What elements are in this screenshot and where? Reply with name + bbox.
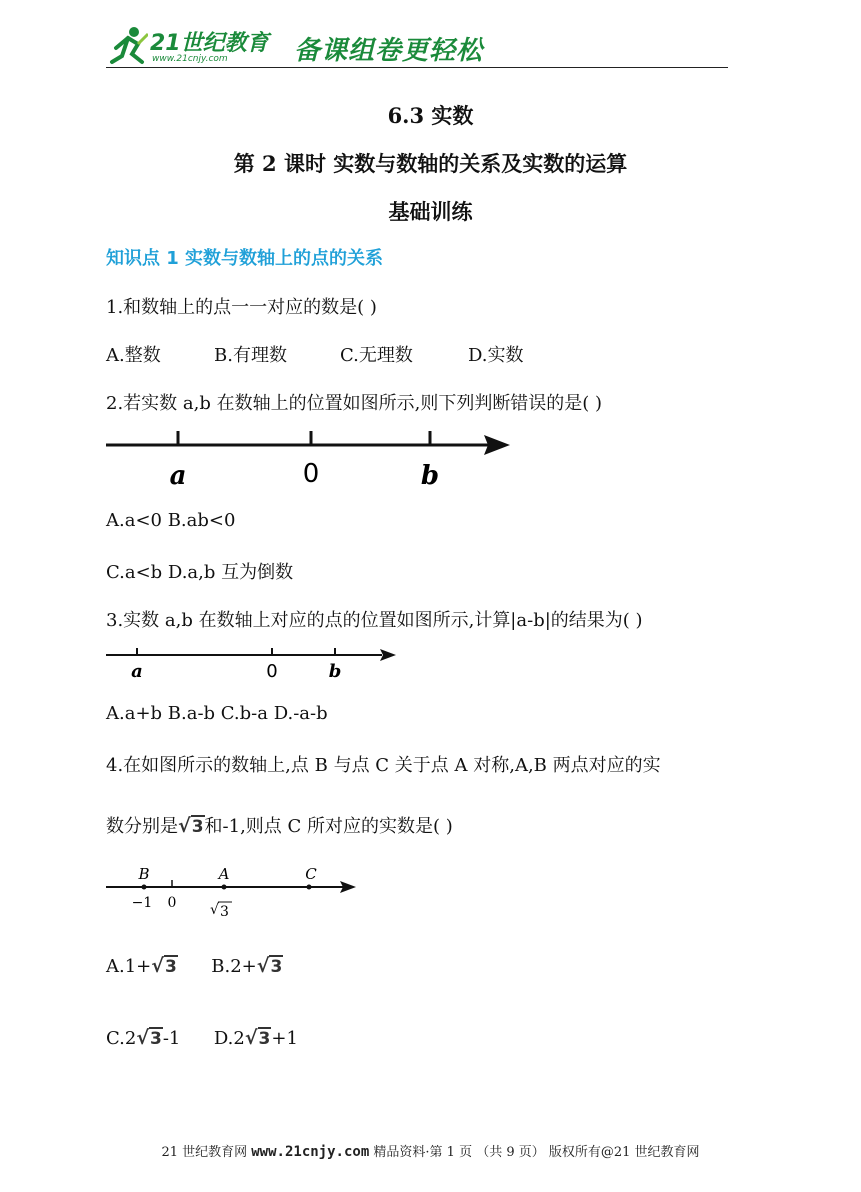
training-title: 基础训练 (388, 199, 473, 224)
question-4-options-2: C.2√3-1 D.2√3+1 (106, 1027, 298, 1049)
question-1-options (106, 341, 706, 367)
header-divider (106, 67, 728, 68)
value-minus-1: −1 (131, 895, 153, 911)
question-3-options: A.a+b B.a-b C.b-a D.-a-b (106, 703, 328, 724)
section-heading: 知识点 1 实数与数轴上的点的关系 (106, 248, 384, 269)
question-4-stem-line2 (106, 812, 453, 838)
number-line-q4 (104, 862, 360, 920)
label-0: 0 (302, 459, 320, 489)
number-line-q3 (104, 644, 398, 682)
logo-text: 21世纪教育 (150, 31, 269, 56)
axis-arrow (380, 649, 396, 661)
footer-left: 21 世纪教育网 (161, 1145, 252, 1160)
question-4-stem-line1: 4.在如图所示的数轴上,点 B 与点 C 关于点 A 对称,A,B 两点对应的实 (106, 755, 661, 776)
runner-logo-icon (108, 26, 148, 66)
option-a: A.1+ (106, 956, 152, 977)
point-a (222, 885, 227, 890)
sqrt-sign-icon: √ (210, 902, 219, 918)
stem-prefix: 数分别是 (106, 816, 178, 837)
sqrt-3: √3 (136, 1027, 162, 1049)
sqrt-3: √3 (151, 955, 177, 977)
question-3-stem: 3.实数 a,b 在数轴上对应的点的位置如图所示,计算|a-b|的结果为( ) (106, 610, 643, 631)
point-b (142, 885, 147, 890)
value-0: 0 (167, 895, 177, 911)
label-C: C (305, 865, 317, 883)
label-0: 0 (266, 661, 278, 682)
lesson-title: 第 2 课时 实数与数轴的关系及实数的运算 (233, 151, 628, 176)
footer-right: 精品资料·第 1 页 （共 9 页） 版权所有@21 世纪教育网 (369, 1145, 700, 1160)
label-b: b (420, 461, 440, 491)
number-line-q2 (104, 426, 516, 494)
page-footer (0, 1141, 861, 1160)
label-A: A (218, 865, 230, 883)
logo-url: www.21cnjy.com (152, 54, 228, 64)
footer-url[interactable]: www.21cnjy.com (251, 1144, 370, 1160)
question-1-stem: 1.和数轴上的点一一对应的数是( ) (106, 297, 377, 318)
label-a: a (131, 661, 143, 682)
sqrt-3: √3 (178, 815, 204, 837)
site-logo (108, 24, 288, 70)
value-sqrt3: 3 (220, 904, 229, 920)
page-title: 6.3 实数 (387, 103, 474, 128)
question-2-stem: 2.若实数 a,b 在数轴上的位置如图所示,则下列判断错误的是( ) (106, 393, 603, 414)
header-slogan: 备课组卷更轻松 (294, 36, 484, 66)
sqrt-3: √3 (244, 1027, 271, 1049)
label-a: a (169, 461, 187, 491)
label-B: B (138, 865, 150, 883)
label-b: b (328, 661, 342, 682)
option-c: C.无理数 (340, 345, 413, 366)
question-4-options-1 (106, 955, 283, 977)
stem-suffix: 和-1,则点 C 所对应的实数是( ) (204, 816, 453, 837)
question-2-options-1: A.a<0 B.ab<0 (106, 510, 236, 531)
option-a: A.整数 (106, 345, 161, 366)
option-b: B.2+ (211, 956, 257, 977)
question-2-options-2: C.a<b D.a,b 互为倒数 (106, 562, 294, 583)
option-d: D.实数 (468, 345, 524, 366)
point-c (307, 885, 312, 890)
option-b: B.有理数 (214, 345, 287, 366)
option-d: D.2 (213, 1028, 245, 1049)
sqrt-3: √3 (256, 955, 283, 977)
option-c: C.2 (106, 1028, 137, 1049)
